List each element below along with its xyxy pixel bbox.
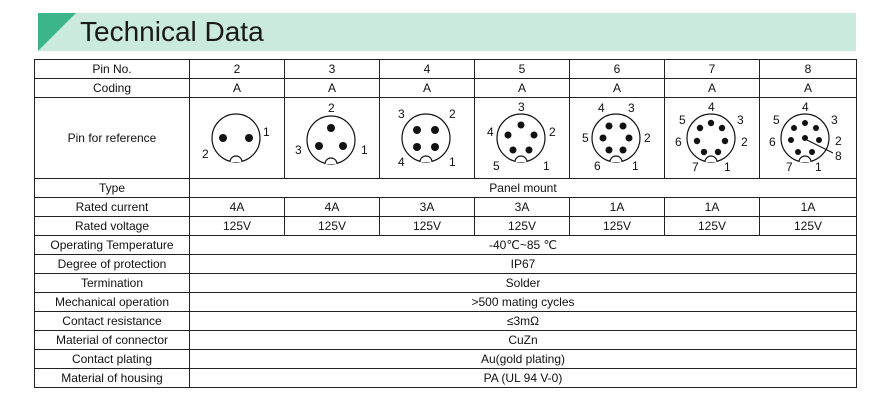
connector-8pin-diagram xyxy=(763,100,853,176)
pin-diagram-cell xyxy=(760,98,857,179)
pin-label: 4 xyxy=(487,125,494,139)
pin-label: 5 xyxy=(679,113,686,127)
cell-value: A xyxy=(285,79,380,98)
pin-label: 2 xyxy=(644,131,651,145)
cell-value: 125V xyxy=(475,217,570,236)
pin-label: 1 xyxy=(815,160,822,174)
pin-label: 3 xyxy=(831,113,838,127)
row-label: Rated current xyxy=(35,198,190,217)
row-contact-resistance xyxy=(35,312,857,331)
pin-label: 2 xyxy=(741,135,748,149)
row-label: Coding xyxy=(35,79,190,98)
cell-value: 3 xyxy=(285,60,380,79)
cell-value: A xyxy=(380,79,475,98)
row-material-of-housing xyxy=(35,369,857,388)
pin-diagram-cell xyxy=(570,98,665,179)
pin-label: 5 xyxy=(773,113,780,127)
row-contact-plating xyxy=(35,350,857,369)
pin-label: 1 xyxy=(543,159,550,173)
pin-diagram-cell xyxy=(475,98,570,179)
pin-label: 7 xyxy=(692,160,699,174)
row-label: Material of connector xyxy=(35,331,190,350)
cell-value: 6 xyxy=(570,60,665,79)
pin-label: 1 xyxy=(632,159,639,173)
row-operating-temperature xyxy=(35,236,857,255)
pin-label: 7 xyxy=(786,160,793,174)
row-label: Pin for reference xyxy=(35,98,190,179)
cell-value: 125V xyxy=(665,217,760,236)
row-label: Termination xyxy=(35,274,190,293)
cell-value: 5 xyxy=(475,60,570,79)
pin-label: 6 xyxy=(594,159,601,173)
cell-value: PA (UL 94 V-0) xyxy=(190,369,857,388)
cell-value: 4A xyxy=(190,198,285,217)
pin-label: 1 xyxy=(263,125,270,139)
pin-label: 8 xyxy=(835,149,842,163)
connector-6pin-diagram xyxy=(572,100,662,176)
cell-value: A xyxy=(760,79,857,98)
technical-data-table xyxy=(34,59,857,388)
pin-label: 5 xyxy=(582,131,589,145)
row-rated-current xyxy=(35,198,857,217)
pin-diagram-cell xyxy=(665,98,760,179)
cell-value: 1A xyxy=(760,198,857,217)
cell-value: ≤3mΩ xyxy=(190,312,857,331)
pin-label: 4 xyxy=(398,155,405,169)
cell-value: 1A xyxy=(570,198,665,217)
header-accent-triangle xyxy=(38,13,76,51)
cell-value: 1A xyxy=(665,198,760,217)
row-label: Type xyxy=(35,179,190,198)
cell-value: CuZn xyxy=(190,331,857,350)
pin-label: 2 xyxy=(449,107,456,121)
pin-label: 2 xyxy=(328,101,335,115)
page-title: Technical Data xyxy=(80,16,264,47)
pin-label: 6 xyxy=(769,135,776,149)
row-mechanical-operation xyxy=(35,293,857,312)
connector-7pin-diagram xyxy=(667,100,757,176)
pin-label: 1 xyxy=(724,160,731,174)
row-label: Degree of protection xyxy=(35,255,190,274)
pin-label: 2 xyxy=(835,134,842,148)
row-degree-of-protection xyxy=(35,255,857,274)
pin-label: 6 xyxy=(675,135,682,149)
cell-value: Panel mount xyxy=(190,179,857,198)
pin-diagram-cell xyxy=(285,98,380,179)
row-type xyxy=(35,179,857,198)
row-label: Pin No. xyxy=(35,60,190,79)
cell-value: 8 xyxy=(760,60,857,79)
pin-label: 2 xyxy=(202,147,209,161)
row-label: Material of housing xyxy=(35,369,190,388)
cell-value: 4A xyxy=(285,198,380,217)
row-label: Mechanical operation xyxy=(35,293,190,312)
row-label: Rated voltage xyxy=(35,217,190,236)
pin-label: 3 xyxy=(518,100,525,114)
cell-value: -40℃~85 ℃ xyxy=(190,236,857,255)
pin-label: 4 xyxy=(598,101,605,115)
pin-diagram-cell xyxy=(380,98,475,179)
pin-label: 5 xyxy=(493,159,500,173)
pin-label: 4 xyxy=(802,100,809,114)
pin-label: 1 xyxy=(449,155,456,169)
cell-value: 125V xyxy=(570,217,665,236)
cell-value: A xyxy=(570,79,665,98)
cell-value: A xyxy=(665,79,760,98)
connector-3pin-diagram xyxy=(287,100,377,176)
cell-value: 3A xyxy=(380,198,475,217)
row-label: Contact plating xyxy=(35,350,190,369)
pin-label: 2 xyxy=(549,125,556,139)
pin-label: 1 xyxy=(361,143,368,157)
pin-label: 3 xyxy=(398,107,405,121)
cell-value: IP67 xyxy=(190,255,857,274)
cell-value: 7 xyxy=(665,60,760,79)
row-label: Operating Temperature xyxy=(35,236,190,255)
cell-value: 3A xyxy=(475,198,570,217)
row-pin-no xyxy=(35,60,857,79)
pin-label: 3 xyxy=(295,143,302,157)
connector-2pin-diagram xyxy=(192,100,282,176)
cell-value: A xyxy=(190,79,285,98)
row-coding xyxy=(35,79,857,98)
row-rated-voltage xyxy=(35,217,857,236)
section-header xyxy=(38,13,856,51)
row-material-of-connector xyxy=(35,331,857,350)
cell-value: 125V xyxy=(285,217,380,236)
cell-value: 125V xyxy=(380,217,475,236)
cell-value: 125V xyxy=(190,217,285,236)
connector-5pin-diagram xyxy=(477,100,567,176)
cell-value: Au(gold plating) xyxy=(190,350,857,369)
pin-diagram-cell xyxy=(190,98,285,179)
row-termination xyxy=(35,274,857,293)
connector-4pin-diagram xyxy=(382,100,472,176)
pin-label: 4 xyxy=(708,100,715,114)
cell-value: 125V xyxy=(760,217,857,236)
cell-value: Solder xyxy=(190,274,857,293)
row-label: Contact resistance xyxy=(35,312,190,331)
pin-label: 3 xyxy=(628,101,635,115)
cell-value: 2 xyxy=(190,60,285,79)
cell-value: 4 xyxy=(380,60,475,79)
cell-value: A xyxy=(475,79,570,98)
pin-label: 3 xyxy=(737,113,744,127)
cell-value: >500 mating cycles xyxy=(190,293,857,312)
row-pin-reference xyxy=(35,98,857,179)
